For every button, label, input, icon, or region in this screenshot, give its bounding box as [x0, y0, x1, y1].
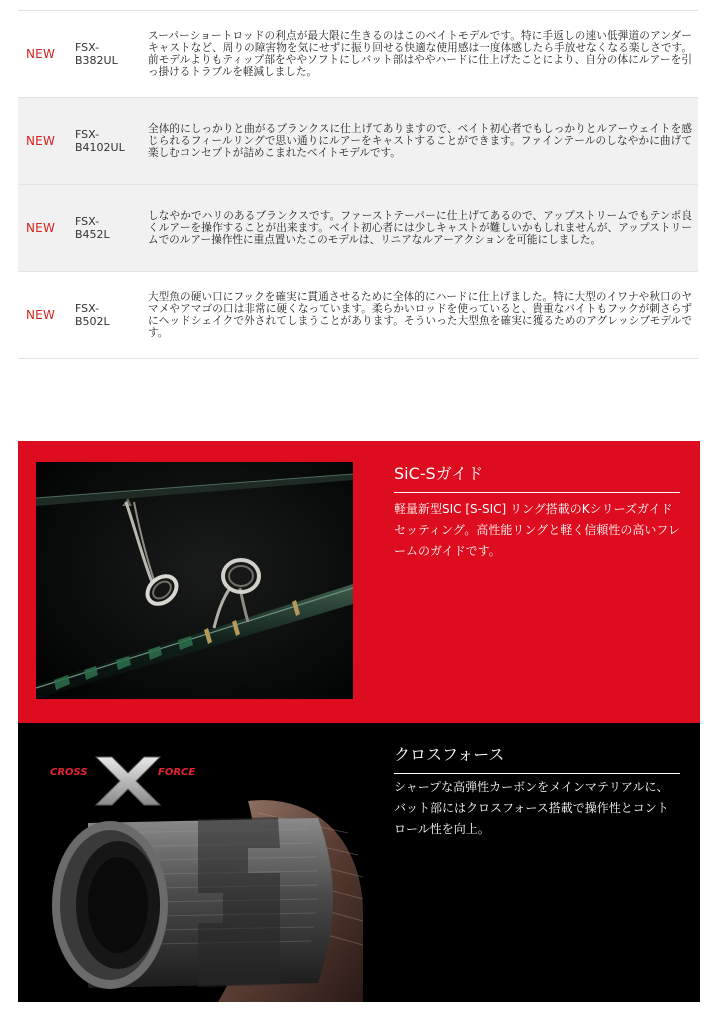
- feature-title: SiC-Sガイド: [394, 461, 680, 493]
- svg-text:FORCE: FORCE: [158, 767, 196, 778]
- rod-crosssection-illustration: [18, 723, 363, 1002]
- model-name: FSX- B502L: [75, 302, 110, 328]
- new-badge: NEW: [26, 134, 56, 148]
- rod-crosssection-photo: [18, 723, 363, 1002]
- crossforce-feature: [18, 723, 700, 1002]
- model-name: FSX- B452L: [75, 215, 110, 241]
- model-name: FSX- B4102UL: [75, 128, 125, 154]
- model-description: しなやかでハリのあるブランクスです。ファーストテーパーに仕上げてあるので、アップストリームでもテンポ良くルアーを操作することが出来ます。ベイト初心者には少しキャストが難しいかもしれませんが、アップストリームでのルアー操作性に重点置いたこのモデルは、リニアなルアーアクションを可能にしました。: [148, 210, 692, 246]
- feature-description: 軽量新型SIC [S-SIC] リング搭載のKシリーズガイドセッティング。高性能リングと軽く信頼性の高いフレームのガイドです。: [394, 502, 680, 558]
- model-description: スーパーショートロッドの利点が最大限に生きるのはこのベイトモデルです。特に手返しの速い低弾道のアンダーキャストなど、周りの障害物を気にせずに振り回せる快適な使用感は一度体感したら手放せなくなる楽しさです。前モデルよりもティップ部をややソフトにしバット部はややハードに仕上げたことにより、自分の体にルアーを引っ掛けるトラブルを軽減しました。: [148, 30, 692, 78]
- feature-description: シャープな高弾性カーボンをメインマテリアルに、バット部にはクロスフォース搭載で操作性とコントロール性を向上。: [394, 780, 669, 836]
- rod-guide-illustration: [36, 462, 353, 699]
- table-row: [18, 10, 698, 97]
- feature-title: クロスフォース: [394, 742, 680, 774]
- model-name: FSX- B382UL: [75, 41, 118, 67]
- table-row: [18, 97, 698, 184]
- model-description: 大型魚の硬い口にフックを確実に貫通させるために全体的にハードに仕上げました。特に大型のイワナや秋口のヤマメやアマゴの口は非常に硬くなっています。柔らかいロッドを使っていると、貴重なバイトもフックが刺さらずにヘッドシェイクで外されてしまうことがあります。そういった大型魚を確実に獲るためのアグレッシブモデルです。: [148, 291, 692, 339]
- model-description: 全体的にしっかりと曲がるブランクスに仕上げてありますので、ベイト初心者でもしっかりとルアーウェイトを感じられるフィールリングで思い通りにルアーをキャストすることができます。ファインテールのしなやかに曲げて楽しむコンセプトが詰めこまれたベイトモデルです。: [148, 123, 692, 159]
- crossforce-logo: [50, 757, 195, 805]
- table-row: [18, 184, 698, 271]
- rod-guide-photo: [36, 462, 353, 699]
- new-badge: NEW: [26, 221, 56, 235]
- new-badge: NEW: [26, 47, 56, 61]
- table-row: [18, 271, 698, 359]
- new-badge: NEW: [26, 308, 56, 322]
- svg-text:CROSS: CROSS: [50, 767, 88, 778]
- model-spec-table: [18, 10, 698, 359]
- sic-guide-feature: [18, 441, 700, 723]
